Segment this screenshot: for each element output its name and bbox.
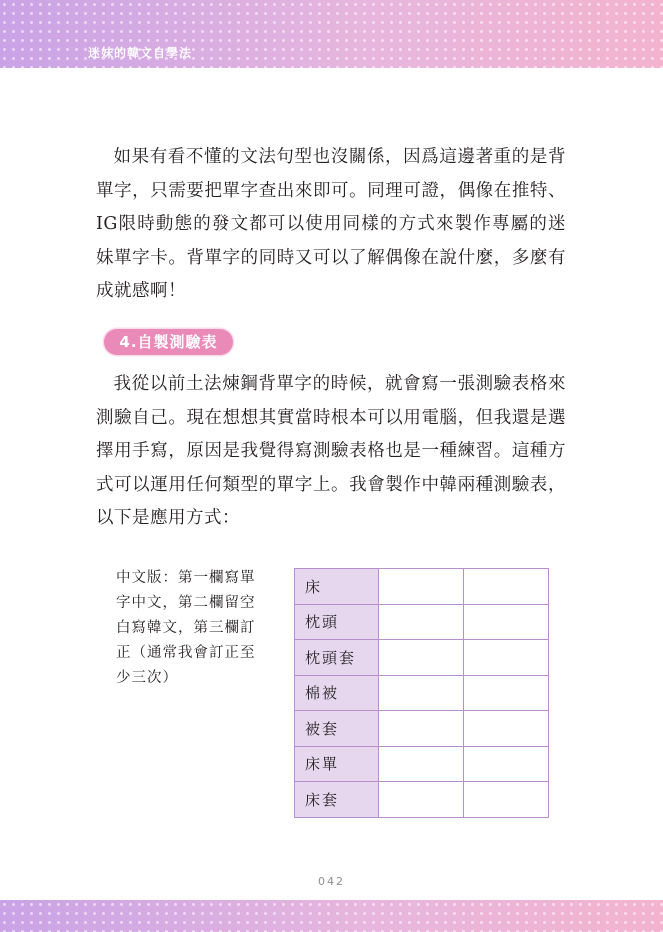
- word-cell: 被套: [295, 711, 379, 747]
- correction-blank-cell: [464, 746, 549, 782]
- example-caption: 中文版：第一欄寫單字中文，第二欄留空白寫韓文，第三欄訂正（通常我會訂正至少三次）: [116, 570, 256, 686]
- correction-blank-cell: [464, 711, 549, 747]
- section-heading: 4.自製測驗表: [104, 329, 233, 355]
- table-row: [295, 569, 549, 605]
- korean-blank-cell: [379, 782, 464, 818]
- correction-blank-cell: [464, 604, 549, 640]
- korean-blank-cell: [379, 746, 464, 782]
- footer-band: [0, 900, 663, 932]
- word-cell: 枕頭套: [295, 640, 379, 676]
- korean-blank-cell: [379, 604, 464, 640]
- correction-blank-cell: [464, 675, 549, 711]
- running-title: 迷妹的韓文自學法: [88, 46, 193, 60]
- intro-paragraph: 如果有看不懂的文法句型也沒關係，因爲這邊著重的是背單字，只需要把單字查出來即可。同理可證，偶像在推特、IG限時動態的發文都可以使用同樣的方式來製作專屬的迷妹單字卡。背單字的同時又可以了解偶像在說什麼，多麼有成就感啊！: [96, 147, 566, 301]
- header-band: [0, 0, 663, 68]
- table-row: [295, 746, 549, 782]
- table-row: [295, 675, 549, 711]
- korean-blank-cell: [379, 640, 464, 676]
- page-number: 042: [318, 875, 345, 888]
- correction-blank-cell: [464, 569, 549, 605]
- table-row: [295, 640, 549, 676]
- korean-blank-cell: [379, 711, 464, 747]
- word-cell: 枕頭: [295, 604, 379, 640]
- correction-blank-cell: [464, 640, 549, 676]
- word-cell: 床套: [295, 782, 379, 818]
- table-row: [295, 711, 549, 747]
- correction-blank-cell: [464, 782, 549, 818]
- table-row: [295, 604, 549, 640]
- section-paragraph: 我從以前土法煉鋼背單字的時候，就會寫一張測驗表格來測驗自己。現在想想其實當時根本可以用電腦，但我還是選擇用手寫，原因是我覺得寫測驗表格也是一種練習。這種方式可以運用任何類型的單字上。我會製作中韓兩種測驗表，以下是應用方式：: [96, 374, 566, 528]
- word-cell: 床: [295, 569, 379, 605]
- korean-blank-cell: [379, 569, 464, 605]
- korean-blank-cell: [379, 675, 464, 711]
- table-row: [295, 782, 549, 818]
- word-cell: 床單: [295, 746, 379, 782]
- vocab-quiz-table: [294, 568, 549, 818]
- word-cell: 棉被: [295, 675, 379, 711]
